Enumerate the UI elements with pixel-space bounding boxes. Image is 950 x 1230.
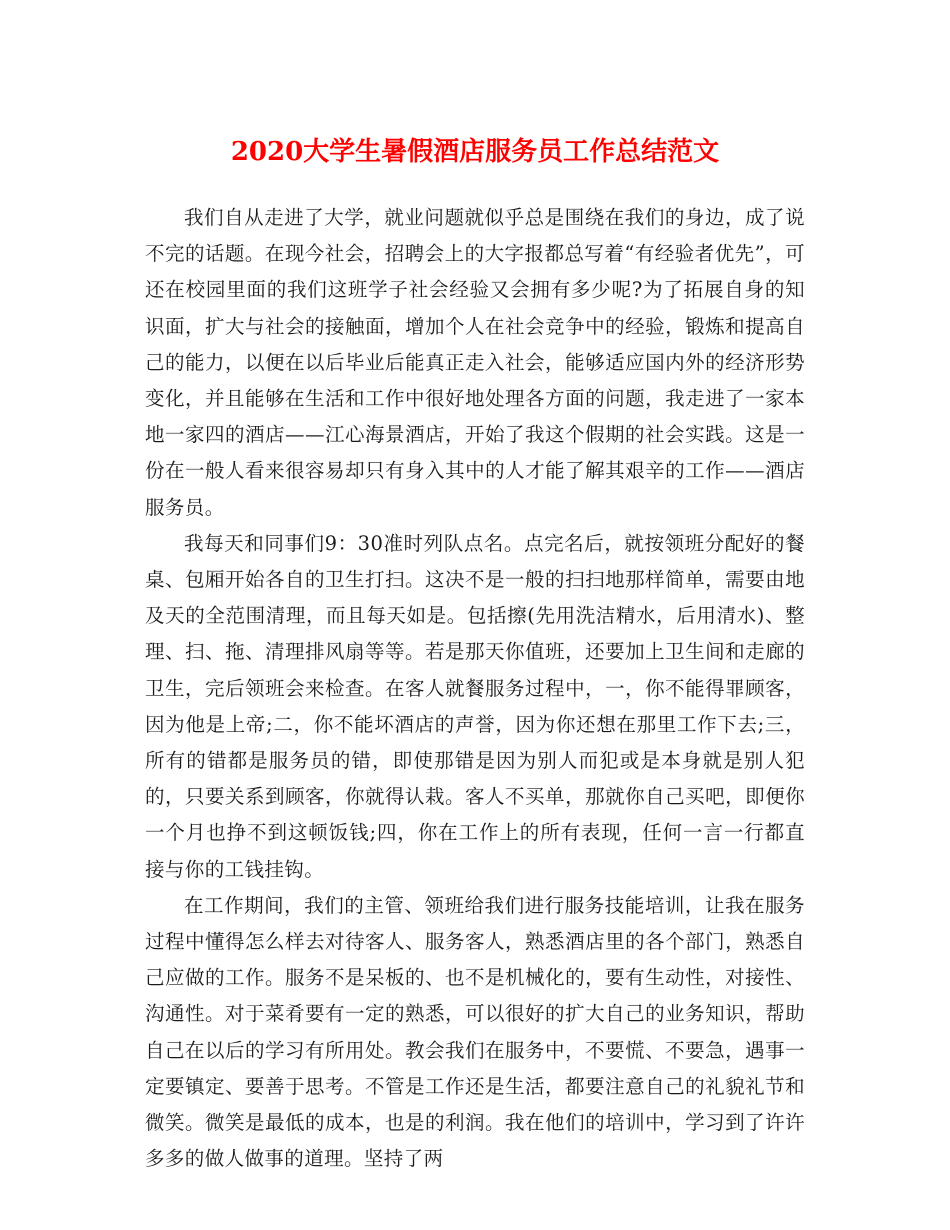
document-body xyxy=(145,200,805,1177)
paragraph: 我每天和同事们9：30准时列队点名。点完名后，就按领班分配好的餐桌、包厢开始各自的卫生打扫。这决不是一般的扫扫地那样简单，需要由地及天的全范围清理，而且每天如是。包括擦(先用洗洁精水，后用清水)、整理、扫、拖、清理排风扇等等。若是那天你值班，还要加上卫生间和走廊的卫生，完后领班会来检查。在客人就餐服务过程中，一，你不能得罪顾客，因为他是上帝;二，你不能坏酒店的声誉，因为你还想在那里工作下去;三，所有的错都是服务员的错，即使那错是因为别人而犯或是本身就是别人犯的，只要关系到顾客，你就得认栽。客人不买单，那就你自己买吧，即便你一个月也挣不到这顿饭钱;四，你在工作上的所有表现，任何一言一行都直接与你的工钱挂钩。 xyxy=(145,531,805,881)
paragraph: 在工作期间，我们的主管、领班给我们进行服务技能培训，让我在服务过程中懂得怎么样去对待客人、服务客人，熟悉酒店里的各个部门，熟悉自己应做的工作。服务不是呆板的、也不是机械化的，要有生动性，对接性、沟通性。对于菜肴要有一定的熟悉，可以很好的扩大自己的业务知识，帮助自己在以后的学习有所用处。教会我们在服务中，不要慌、不要急，遇事一定要镇定、要善于思考。不管是工作还是生活，都要注意自己的礼貌礼节和微笑。微笑是最低的成本，也是的利润。我在他们的培训中，学习到了许许多多的做人做事的道理。坚持了两 xyxy=(145,893,805,1171)
document-title: 2020大学生暑假酒店服务员工作总结范文 xyxy=(230,137,720,167)
paragraph: 我们自从走进了大学，就业问题就似乎总是围绕在我们的身边，成了说不完的话题。在现今社会，招聘会上的大字报都总写着“有经验者优先”，可还在校园里面的我们这班学子社会经验又会拥有多少呢?为了拓展自身的知识面，扩大与社会的接触面，增加个人在社会竞争中的经验，锻炼和提高自己的能力，以便在以后毕业后能真正走入社会，能够适应国内外的经济形势变化，并且能够在生活和工作中很好地处理各方面的问题，我走进了一家本地一家四的酒店——江心海景酒店，开始了我这个假期的社会实践。这是一份在一般人看来很容易却只有身入其中的人才能了解其艰辛的工作——酒店服务员。 xyxy=(145,206,805,519)
